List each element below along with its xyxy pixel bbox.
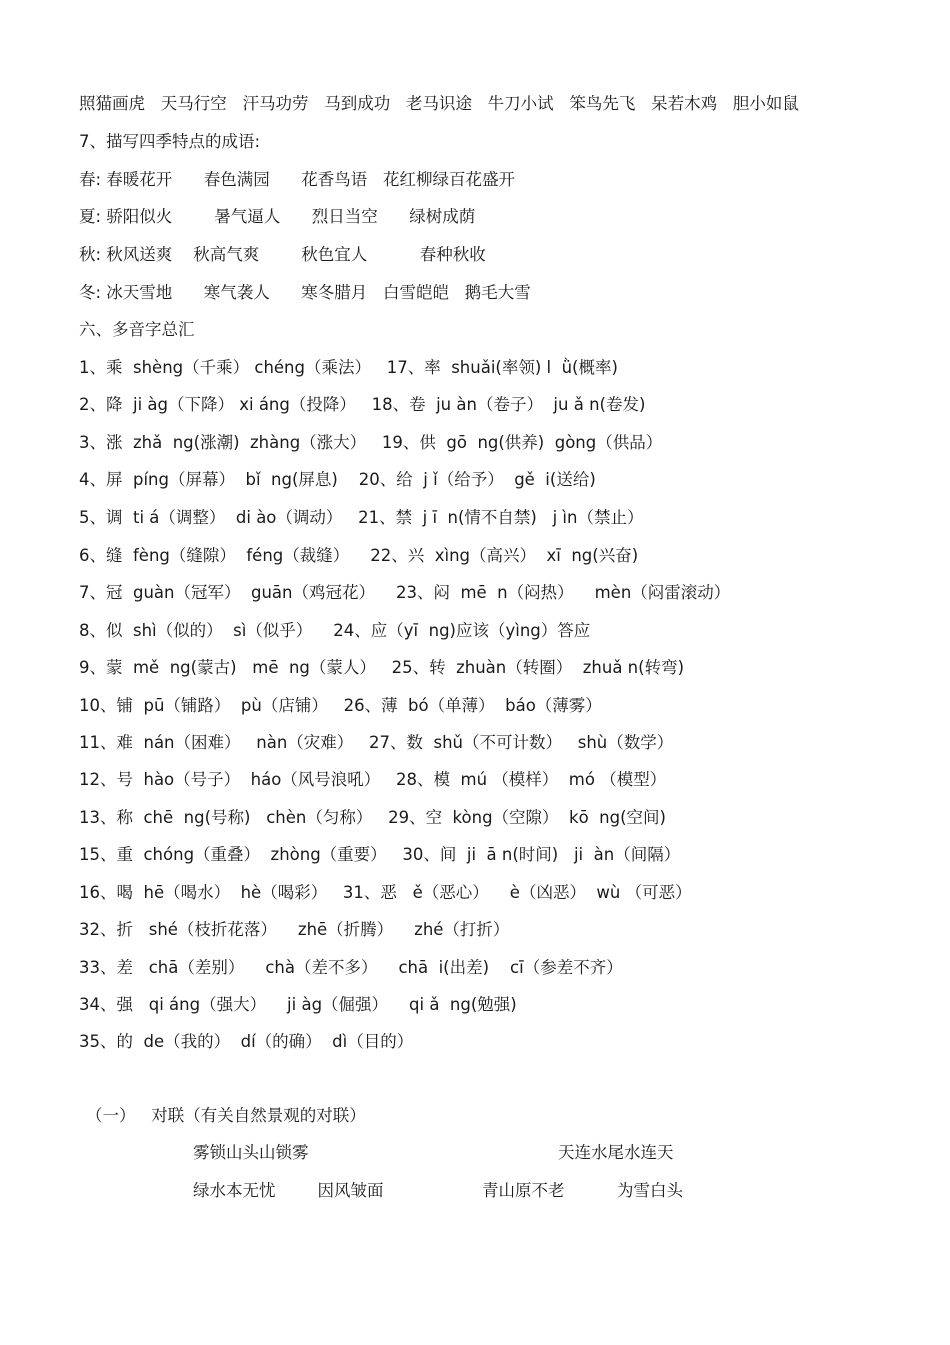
couplet-left-1: 雾锁山头山锁雾 bbox=[193, 1143, 309, 1162]
polyphone-line: 7、冠 guàn（冠军） guān（鸡冠花） 23、闷 mē n（闷热） mèn（闷雷滚动） bbox=[79, 583, 731, 602]
polyphone-line: 16、喝 hē（喝水） hè（喝彩） 31、恶 ě（恶心） è（凶恶） wù （可恶） bbox=[79, 883, 692, 902]
polyphone-line: 35、的 de（我的） dí（的确） dì（目的） bbox=[79, 1032, 414, 1051]
spring-line: 春: 春暖花开 春色满园 花香鸟语 花红柳绿百花盛开 bbox=[79, 170, 515, 189]
heading-seasons: 7、描写四季特点的成语: bbox=[79, 132, 261, 151]
polyphone-line: 10、铺 pū（铺路） pù（店铺） 26、薄 bó（单薄） báo（薄雾） bbox=[79, 696, 602, 715]
polyphone-line: 12、号 hào（号子） háo（风号浪吼） 28、模 mú （模样） mó （模型） bbox=[79, 770, 667, 789]
polyphone-line: 34、强 qi áng（强大） ji àg（倔强） qi ǎ ng(勉强) bbox=[79, 995, 517, 1014]
couplet-section-title: （一） 对联（有关自然景观的对联） bbox=[86, 1106, 366, 1125]
polyphone-line: 8、似 shì（似的） sì（似乎） 24、应（yī ng)应该（yìng）答应 bbox=[79, 621, 591, 640]
polyphone-line: 15、重 chóng（重叠） zhòng（重要） 30、间 ji ā n(时间) ji àn（间隔） bbox=[79, 845, 681, 864]
polyphone-line: 3、涨 zhǎ ng(涨潮) zhàng（涨大） 19、供 gō ng(供养) gòng（供品） bbox=[79, 433, 663, 452]
polyphone-line: 32、折 shé（枝折花落） zhē（折腾） zhé（打折） bbox=[79, 920, 510, 939]
winter-line: 冬: 冰天雪地 寒气袭人 寒冬腊月 白雪皑皑 鹅毛大雪 bbox=[79, 283, 531, 302]
idiom-line-animals: 照猫画虎 天马行空 汗马功劳 马到成功 老马识途 牛刀小试 笨鸟先飞 呆若木鸡 胆小如鼠 bbox=[79, 94, 799, 113]
polyphone-line: 2、降 ji àg（下降） xi áng（投降） 18、卷 ju àn（卷子） ju ǎ n(卷发) bbox=[79, 395, 646, 414]
polyphone-line: 4、屏 píng（屏幕） bǐ ng(屏息) 20、给 j ǐ（给予） gě i(送给) bbox=[79, 470, 596, 489]
couplet-right-1: 天连水尾水连天 bbox=[558, 1143, 674, 1162]
polyphone-line: 13、称 chē ng(号称) chèn（匀称） 29、空 kòng（空隙） kō ng(空间) bbox=[79, 808, 666, 827]
polyphone-line: 9、蒙 mě ng(蒙古) mē ng（蒙人） 25、转 zhuàn（转圈） zhuǎ n(转弯) bbox=[79, 658, 685, 677]
autumn-line: 秋: 秋风送爽 秋高气爽 秋色宜人 春种秋收 bbox=[79, 245, 486, 264]
polyphone-line: 5、调 ti á（调整） di ào（调动） 21、禁 j ī n(情不自禁) j ìn（禁止） bbox=[79, 508, 644, 527]
polyphone-line: 33、差 chā（差别） chà（差不多） chā i(出差) cī（参差不齐） bbox=[79, 958, 623, 977]
summer-line: 夏: 骄阳似火 暑气逼人 烈日当空 绿树成荫 bbox=[79, 207, 476, 226]
heading-polyphones: 六、多音字总汇 bbox=[79, 320, 195, 339]
polyphone-line: 6、缝 fèng（缝隙） féng（裁缝） 22、兴 xìng（高兴） xī ng(兴奋) bbox=[79, 546, 639, 565]
couplet-left-2: 绿水本无忧 因风皱面 bbox=[193, 1181, 384, 1200]
polyphone-line: 1、乘 shèng（千乘） chéng（乘法） 17、率 shuǎi(率领) l ǜ(概率) bbox=[79, 358, 618, 377]
polyphone-line: 11、难 nán（困难） nàn（灾难） 27、数 shǔ（不可计数） shù（数学） bbox=[79, 733, 674, 752]
couplet-right-2: 青山原不老 为雪白头 bbox=[482, 1181, 683, 1200]
